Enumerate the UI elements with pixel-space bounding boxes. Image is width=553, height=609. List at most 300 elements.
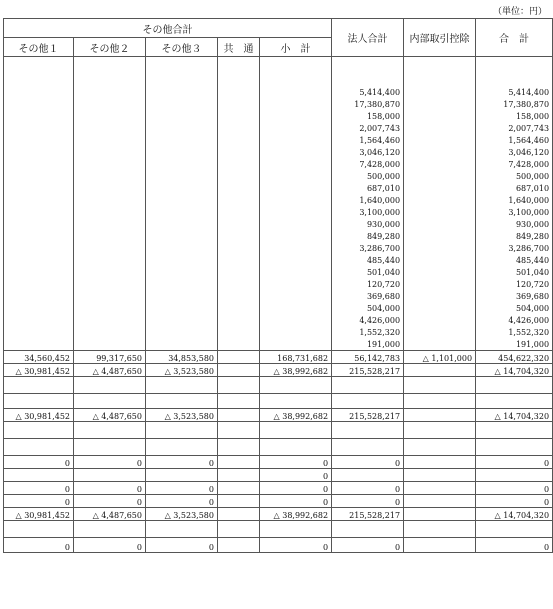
detail-empty-cell (218, 122, 260, 134)
detail-empty-cell (146, 278, 218, 290)
detail-corp-total-cell: 849,280 (332, 230, 404, 242)
table-cell: △ 3,523,580 (146, 364, 218, 377)
detail-corp-total-cell: 3,100,000 (332, 206, 404, 218)
detail-empty-cell (4, 146, 74, 158)
table-row (4, 422, 553, 439)
detail-corp-total-cell: 2,007,743 (332, 122, 404, 134)
table-cell (404, 508, 476, 521)
detail-empty-cell (146, 242, 218, 254)
total-header: 合 計 (476, 19, 553, 57)
detail-empty-cell (4, 266, 74, 278)
detail-empty-cell (218, 242, 260, 254)
table-row (4, 456, 553, 469)
table-row (4, 351, 553, 364)
detail-total-cell: 120,720 (476, 278, 553, 290)
detail-empty-cell (74, 218, 146, 230)
table-cell (332, 377, 404, 394)
detail-row (4, 302, 553, 314)
table-cell (146, 422, 218, 439)
detail-empty-cell (218, 290, 260, 302)
detail-empty-cell (260, 146, 332, 158)
table-cell: △ 14,704,320 (476, 364, 553, 377)
detail-corp-total-cell: 1,640,000 (332, 194, 404, 206)
table-cell: 0 (476, 482, 553, 495)
detail-empty-cell (260, 57, 332, 99)
detail-empty-cell (4, 206, 74, 218)
table-cell (218, 422, 260, 439)
detail-empty-cell (74, 278, 146, 290)
table-cell: △ 3,523,580 (146, 409, 218, 422)
detail-row (4, 158, 553, 170)
table-cell: 0 (4, 495, 74, 508)
detail-empty-cell (4, 194, 74, 206)
detail-empty-cell (146, 206, 218, 218)
table-cell (218, 456, 260, 469)
table-cell (260, 439, 332, 456)
detail-empty-cell (4, 57, 74, 99)
detail-corp-total-cell: 158,000 (332, 110, 404, 122)
detail-empty-cell (404, 122, 476, 134)
table-cell (260, 394, 332, 409)
table-cell: 454,622,320 (476, 351, 553, 364)
table-cell: 34,853,580 (146, 351, 218, 364)
table-cell: 0 (332, 495, 404, 508)
detail-empty-cell (146, 290, 218, 302)
table-row (4, 364, 553, 377)
detail-empty-cell (218, 134, 260, 146)
table-cell: 0 (476, 538, 553, 553)
detail-row (4, 254, 553, 266)
detail-empty-cell (74, 266, 146, 278)
detail-empty-cell (218, 57, 260, 99)
detail-empty-cell (404, 194, 476, 206)
table-cell: 0 (146, 482, 218, 495)
detail-empty-cell (74, 254, 146, 266)
table-row (4, 377, 553, 394)
detail-total-cell: 930,000 (476, 218, 553, 230)
detail-empty-cell (218, 230, 260, 242)
detail-row (4, 146, 553, 158)
detail-empty-cell (74, 206, 146, 218)
detail-row (4, 98, 553, 110)
detail-empty-cell (74, 98, 146, 110)
detail-corp-total-cell: 7,428,000 (332, 158, 404, 170)
table-cell: △ 14,704,320 (476, 508, 553, 521)
table-cell (476, 439, 553, 456)
detail-empty-cell (74, 230, 146, 242)
col-header-other2: その他２ (74, 38, 146, 57)
detail-empty-cell (404, 158, 476, 170)
detail-total-cell: 485,440 (476, 254, 553, 266)
detail-empty-cell (218, 218, 260, 230)
detail-empty-cell (260, 278, 332, 290)
table-cell (4, 422, 74, 439)
detail-empty-cell (260, 338, 332, 351)
table-cell (404, 439, 476, 456)
detail-corp-total-cell: 191,000 (332, 338, 404, 351)
detail-empty-cell (218, 110, 260, 122)
table-cell: △ 14,704,320 (476, 409, 553, 422)
detail-empty-cell (146, 254, 218, 266)
detail-empty-cell (260, 110, 332, 122)
detail-empty-cell (404, 182, 476, 194)
table-cell (4, 439, 74, 456)
detail-empty-cell (218, 338, 260, 351)
detail-total-cell: 500,000 (476, 170, 553, 182)
detail-total-cell: 7,428,000 (476, 158, 553, 170)
detail-row (4, 326, 553, 338)
table-cell: △ 30,981,452 (4, 508, 74, 521)
detail-empty-cell (74, 110, 146, 122)
table-cell: 0 (332, 456, 404, 469)
detail-corp-total-cell: 17,380,870 (332, 98, 404, 110)
table-cell (146, 394, 218, 409)
col-header-subtotal: 小 計 (260, 38, 332, 57)
detail-row (4, 194, 553, 206)
table-cell (404, 409, 476, 422)
table-cell (218, 538, 260, 553)
table-cell (404, 422, 476, 439)
detail-empty-cell (404, 338, 476, 351)
detail-row (4, 182, 553, 194)
table-cell (74, 422, 146, 439)
detail-total-cell: 3,100,000 (476, 206, 553, 218)
detail-empty-cell (146, 110, 218, 122)
table-cell (218, 351, 260, 364)
detail-empty-cell (146, 326, 218, 338)
table-cell: 99,317,650 (74, 351, 146, 364)
table-row (4, 394, 553, 409)
detail-empty-cell (74, 122, 146, 134)
detail-empty-cell (146, 314, 218, 326)
table-cell (476, 521, 553, 538)
table-cell (332, 469, 404, 482)
detail-empty-cell (74, 158, 146, 170)
detail-corp-total-cell: 4,426,000 (332, 314, 404, 326)
table-cell (4, 394, 74, 409)
detail-empty-cell (4, 278, 74, 290)
table-cell: 0 (74, 495, 146, 508)
detail-empty-cell (404, 278, 476, 290)
detail-empty-cell (218, 302, 260, 314)
detail-empty-cell (260, 326, 332, 338)
financial-table (3, 18, 553, 553)
table-row (4, 469, 553, 482)
detail-empty-cell (218, 194, 260, 206)
detail-corp-total-cell: 120,720 (332, 278, 404, 290)
detail-empty-cell (74, 290, 146, 302)
table-cell: △ 38,992,682 (260, 508, 332, 521)
detail-empty-cell (146, 302, 218, 314)
table-cell (260, 422, 332, 439)
detail-empty-cell (146, 338, 218, 351)
table-cell: 168,731,682 (260, 351, 332, 364)
detail-empty-cell (146, 266, 218, 278)
detail-empty-cell (146, 158, 218, 170)
detail-corp-total-cell: 3,046,120 (332, 146, 404, 158)
table-cell (218, 394, 260, 409)
table-cell: 0 (74, 456, 146, 469)
table-cell (476, 377, 553, 394)
table-cell (74, 439, 146, 456)
detail-total-cell: 5,414,400 (476, 57, 553, 99)
detail-empty-cell (404, 230, 476, 242)
detail-empty-cell (404, 290, 476, 302)
detail-row (4, 230, 553, 242)
detail-empty-cell (4, 314, 74, 326)
table-cell (146, 377, 218, 394)
detail-empty-cell (146, 134, 218, 146)
table-cell (404, 495, 476, 508)
table-cell (74, 469, 146, 482)
detail-empty-cell (4, 290, 74, 302)
detail-empty-cell (260, 266, 332, 278)
table-cell: △ 4,487,650 (74, 508, 146, 521)
detail-total-cell: 501,040 (476, 266, 553, 278)
detail-empty-cell (260, 170, 332, 182)
table-cell (218, 469, 260, 482)
table-cell: 0 (146, 538, 218, 553)
table-cell: △ 30,981,452 (4, 409, 74, 422)
table-cell: 0 (74, 482, 146, 495)
detail-empty-cell (260, 182, 332, 194)
table-cell (218, 482, 260, 495)
detail-total-cell: 687,010 (476, 182, 553, 194)
table-cell (218, 508, 260, 521)
table-cell (476, 394, 553, 409)
detail-corp-total-cell: 3,286,700 (332, 242, 404, 254)
detail-corp-total-cell: 485,440 (332, 254, 404, 266)
detail-empty-cell (404, 170, 476, 182)
table-row (4, 508, 553, 521)
col-header-other1: その他１ (4, 38, 74, 57)
detail-empty-cell (218, 146, 260, 158)
detail-empty-cell (260, 134, 332, 146)
table-cell (404, 538, 476, 553)
table-cell: 215,528,217 (332, 409, 404, 422)
detail-row (4, 134, 553, 146)
detail-total-cell: 504,000 (476, 302, 553, 314)
detail-empty-cell (4, 254, 74, 266)
table-cell (260, 521, 332, 538)
table-cell: 0 (476, 456, 553, 469)
detail-empty-cell (260, 254, 332, 266)
table-cell (404, 482, 476, 495)
table-cell (4, 377, 74, 394)
detail-empty-cell (260, 242, 332, 254)
detail-row (4, 218, 553, 230)
table-cell: △ 1,101,000 (404, 351, 476, 364)
detail-empty-cell (4, 338, 74, 351)
unit-label: （単位：円） (492, 7, 547, 17)
table-row (4, 482, 553, 495)
detail-corp-total-cell: 930,000 (332, 218, 404, 230)
table-cell (404, 394, 476, 409)
table-cell: 0 (4, 538, 74, 553)
detail-corp-total-cell: 500,000 (332, 170, 404, 182)
table-cell (476, 422, 553, 439)
detail-empty-cell (404, 98, 476, 110)
detail-total-cell: 1,564,460 (476, 134, 553, 146)
table-cell: 0 (74, 538, 146, 553)
detail-corp-total-cell: 1,552,320 (332, 326, 404, 338)
table-cell (260, 377, 332, 394)
table-cell (332, 521, 404, 538)
detail-empty-cell (4, 326, 74, 338)
table-row (4, 439, 553, 456)
detail-empty-cell (260, 98, 332, 110)
detail-empty-cell (4, 302, 74, 314)
detail-empty-cell (218, 206, 260, 218)
table-cell (404, 377, 476, 394)
table-cell: 0 (146, 495, 218, 508)
detail-empty-cell (74, 57, 146, 99)
table-cell (332, 394, 404, 409)
detail-empty-cell (146, 122, 218, 134)
detail-row (4, 314, 553, 326)
detail-corp-total-cell: 504,000 (332, 302, 404, 314)
table-cell: 0 (476, 495, 553, 508)
table-cell: 0 (332, 538, 404, 553)
detail-empty-cell (218, 278, 260, 290)
detail-empty-cell (74, 302, 146, 314)
detail-empty-cell (4, 110, 74, 122)
detail-empty-cell (260, 206, 332, 218)
table-cell: 56,142,783 (332, 351, 404, 364)
detail-row (4, 206, 553, 218)
table-cell (404, 521, 476, 538)
detail-total-cell: 4,426,000 (476, 314, 553, 326)
table-cell (332, 439, 404, 456)
table-cell (218, 495, 260, 508)
detail-empty-cell (218, 326, 260, 338)
table-row (4, 409, 553, 422)
detail-empty-cell (4, 122, 74, 134)
table-cell: △ 3,523,580 (146, 508, 218, 521)
detail-row (4, 242, 553, 254)
detail-empty-cell (260, 302, 332, 314)
detail-empty-cell (404, 146, 476, 158)
table-cell (74, 377, 146, 394)
detail-corp-total-cell: 501,040 (332, 266, 404, 278)
table-cell (404, 456, 476, 469)
detail-empty-cell (146, 182, 218, 194)
detail-empty-cell (404, 254, 476, 266)
table-cell: 0 (260, 482, 332, 495)
detail-empty-cell (404, 314, 476, 326)
detail-empty-cell (260, 290, 332, 302)
detail-row (4, 170, 553, 182)
table-cell: △ 4,487,650 (74, 364, 146, 377)
table-cell: △ 38,992,682 (260, 409, 332, 422)
col-header-other3: その他３ (146, 38, 218, 57)
table-cell: 0 (332, 482, 404, 495)
table-cell (146, 439, 218, 456)
detail-empty-cell (218, 314, 260, 326)
detail-total-cell: 3,046,120 (476, 146, 553, 158)
detail-empty-cell (146, 230, 218, 242)
table-row (4, 538, 553, 553)
detail-corp-total-cell: 5,414,400 (332, 57, 404, 99)
detail-empty-cell (404, 326, 476, 338)
table-cell (146, 469, 218, 482)
group-header: その他合計 (4, 19, 332, 38)
detail-empty-cell (404, 57, 476, 99)
detail-empty-cell (218, 170, 260, 182)
detail-row (4, 338, 553, 351)
detail-empty-cell (404, 110, 476, 122)
detail-empty-cell (74, 314, 146, 326)
detail-total-cell: 191,000 (476, 338, 553, 351)
detail-empty-cell (4, 170, 74, 182)
table-cell (146, 521, 218, 538)
detail-total-cell: 3,286,700 (476, 242, 553, 254)
table-cell (218, 409, 260, 422)
corp-total-header: 法人合計 (332, 19, 404, 57)
table-cell: 0 (146, 456, 218, 469)
table-cell: 0 (260, 495, 332, 508)
detail-empty-cell (146, 218, 218, 230)
detail-corp-total-cell: 369,680 (332, 290, 404, 302)
detail-empty-cell (74, 242, 146, 254)
table-cell: 215,528,217 (332, 364, 404, 377)
table-cell (404, 469, 476, 482)
col-header-common: 共 通 (218, 38, 260, 57)
table-cell: △ 4,487,650 (74, 409, 146, 422)
detail-empty-cell (4, 230, 74, 242)
detail-empty-cell (74, 338, 146, 351)
detail-corp-total-cell: 1,564,460 (332, 134, 404, 146)
table-cell (4, 469, 74, 482)
table-cell (332, 422, 404, 439)
detail-empty-cell (260, 218, 332, 230)
detail-empty-cell (218, 98, 260, 110)
table-row (4, 521, 553, 538)
table-cell (404, 364, 476, 377)
table-cell: 0 (260, 538, 332, 553)
detail-empty-cell (260, 194, 332, 206)
detail-total-cell: 1,552,320 (476, 326, 553, 338)
detail-empty-cell (4, 242, 74, 254)
detail-empty-cell (218, 266, 260, 278)
table-cell: 0 (4, 482, 74, 495)
table-cell (218, 439, 260, 456)
detail-empty-cell (74, 146, 146, 158)
detail-row (4, 266, 553, 278)
detail-empty-cell (404, 302, 476, 314)
detail-empty-cell (4, 182, 74, 194)
detail-total-cell: 1,640,000 (476, 194, 553, 206)
table-cell (218, 364, 260, 377)
table-cell (218, 377, 260, 394)
detail-row (4, 57, 553, 99)
table-cell: 34,560,452 (4, 351, 74, 364)
detail-empty-cell (74, 182, 146, 194)
detail-empty-cell (74, 194, 146, 206)
table-cell: 215,528,217 (332, 508, 404, 521)
detail-empty-cell (260, 122, 332, 134)
detail-empty-cell (4, 158, 74, 170)
detail-corp-total-cell: 687,010 (332, 182, 404, 194)
table-cell (476, 469, 553, 482)
table-cell (74, 394, 146, 409)
detail-empty-cell (260, 158, 332, 170)
table-cell (74, 521, 146, 538)
detail-empty-cell (74, 134, 146, 146)
detail-empty-cell (404, 266, 476, 278)
detail-total-cell: 2,007,743 (476, 122, 553, 134)
detail-empty-cell (404, 242, 476, 254)
